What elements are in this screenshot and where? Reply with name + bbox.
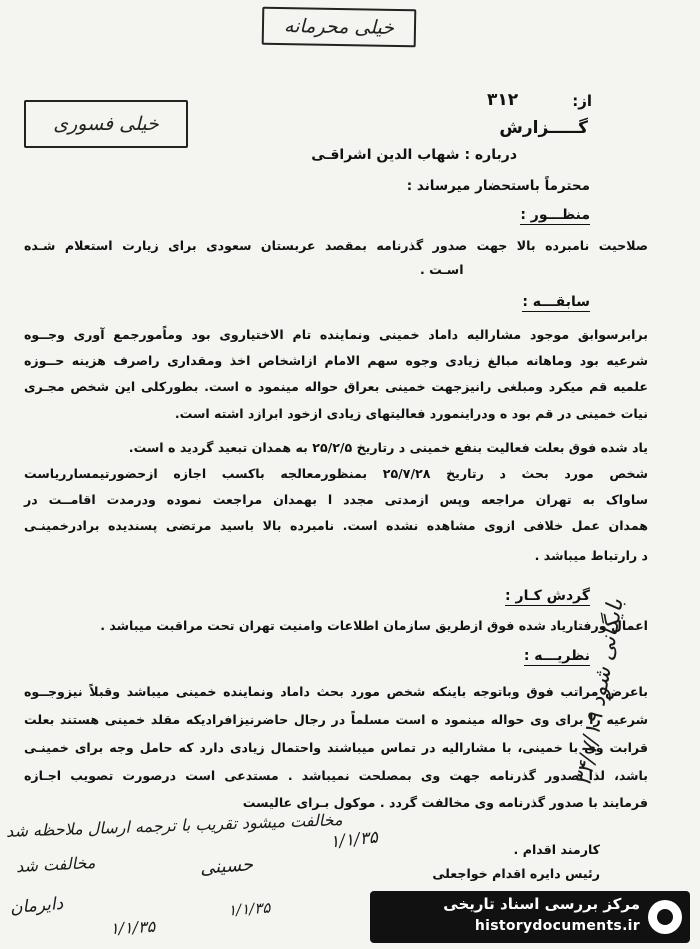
chief-label: رئیس دایره اقدام خواجعلی [432,866,600,881]
archive-watermark [370,891,690,943]
report-number: ۳۱۲ [487,90,519,110]
activity-heading: گردش کـار : [505,588,590,604]
background-line-5: یاد شده فوق بعلت فعالیت بنفع خمینی د رتاریخ ۲۵/۲/۵ به همدان تبعید گردید ه است. [128,440,648,455]
handwritten-date-1: ۱/۱/۳۵ [329,827,379,853]
background-line-7: ساواک به تهران مراجعه وپس ازمدتی مجدد ا بهمدان مراجعت نموده ودرمدت اقامــت در [24,492,648,507]
opinion-line-5: فرمایند با صدور گذرنامه وی مخالفت گردد . موکول بـرای عالیست [242,795,648,810]
background-line-4: نیات خمینی در قم بود ه ودراینمورد فعالیتهای زیادی ازخود ابرازد اشته است. [174,406,648,421]
handwritten-margin-note: بایگانی شود ۳۴/۷/۱۹ [571,596,629,789]
archive-logo-icon [648,900,682,934]
handwritten-note-right: مخالفت شد [15,852,96,877]
background-line-1: برابرسوابق موجود مشارالیه داماد خمینی ونماینده تام الاختیاروی بود وماًمورجمع آوری وجــوه [24,327,648,342]
top-secret-stamp [262,7,417,48]
background-line-9: د رارتباط میباشد . [534,548,648,563]
urgent-stamp-text: خیلی فسوری [53,113,159,135]
opinion-line-3: قرابت وی با خمینی، با مشارالیه در تماس میباشند واحتمال زیادی دارد که حامل وجه برای خمینـی [24,740,648,755]
handwritten-note-main: مخالفت میشود تقریب با ترجمه ارسال ملاحظه شد [5,810,343,841]
handwritten-signature-1: حسینی [199,854,254,879]
report-subject: درباره : شهاب الدین اشراقـی [311,147,517,163]
handwritten-date-3: ۱/۱/۳۵ [227,898,271,920]
watermark-persian: مرکز بررسی اسناد تاریخی [443,895,640,913]
report-title: گـــــزارش [499,118,588,138]
opinion-line-1: باعرض مراتب فوق وباتوجه باینکه شخص مورد بحث داماد ونماینده خمینی میباشد وقبلاً نیزوجــوه [24,684,648,699]
background-line-3: علمیه قم میکرد ومبلغی رانیزجهت خمینی بعراق حواله مینمود ه است. بطورکلی این شخص مجـری [24,379,648,394]
background-line-6: شخص مورد بحث د رتاریخ ۲۵/۷/۲۸ بمنظورمعالجه باکسب اجازه ازحضورتیمساررياست [24,466,648,481]
background-heading: سابقـــه : [522,294,590,310]
purpose-line-1: صلاحیت نامبرده بالا جهت صدور گذرنامه بمقصد عربستان سعودی برای زیارت استعلام شـده [24,238,648,253]
background-line-8: همدان عمل خلافی ازوی مشاهده نشده است. نامبرده بالا باسید مرتضی پسندیده برادرخمینـی [24,518,648,533]
salutation: محترماً باستحضار میرساند : [406,178,590,194]
top-secret-stamp-text: خیلی محرمانه [283,15,395,39]
purpose-line-2: اسـت . [420,262,464,277]
opinion-heading: نظریـــه : [523,648,590,664]
handwritten-date-2: ۱/۱/۳۵ [109,916,156,939]
urgent-stamp [24,100,188,148]
activity-line-1: اعمال ورفتاریاد شده فوق ازطریق سازمان اطلاعات وامنیت تهران تحت مراقبت میباشد . [100,618,648,633]
opinion-line-4: باشد، لذا صدور گذرنامه جهت وی بمصلحت نمیباشد . مستدعی است درصورت تصویب اجـازه [24,768,648,783]
opinion-line-2: شرعیه را برای وی حواله مینمود ه است مسلماً در رجال حاضرنیزافرادیکه مقلد خمینی هستند بعلت [24,712,648,727]
officer-label: کارمند اقدام . [513,842,600,857]
background-line-2: شرعیه بود وماهانه مبالغ زیادی وجوه سهم الامام ازاشخاص اخذ ومقداری راصرف هزینه حــوزه [24,353,648,368]
purpose-heading: منظـــور : [520,207,590,223]
handwritten-signature-2: دایرمان [9,893,64,919]
watermark-english: historydocuments.ir [474,918,640,934]
from-label: از: [572,92,592,110]
